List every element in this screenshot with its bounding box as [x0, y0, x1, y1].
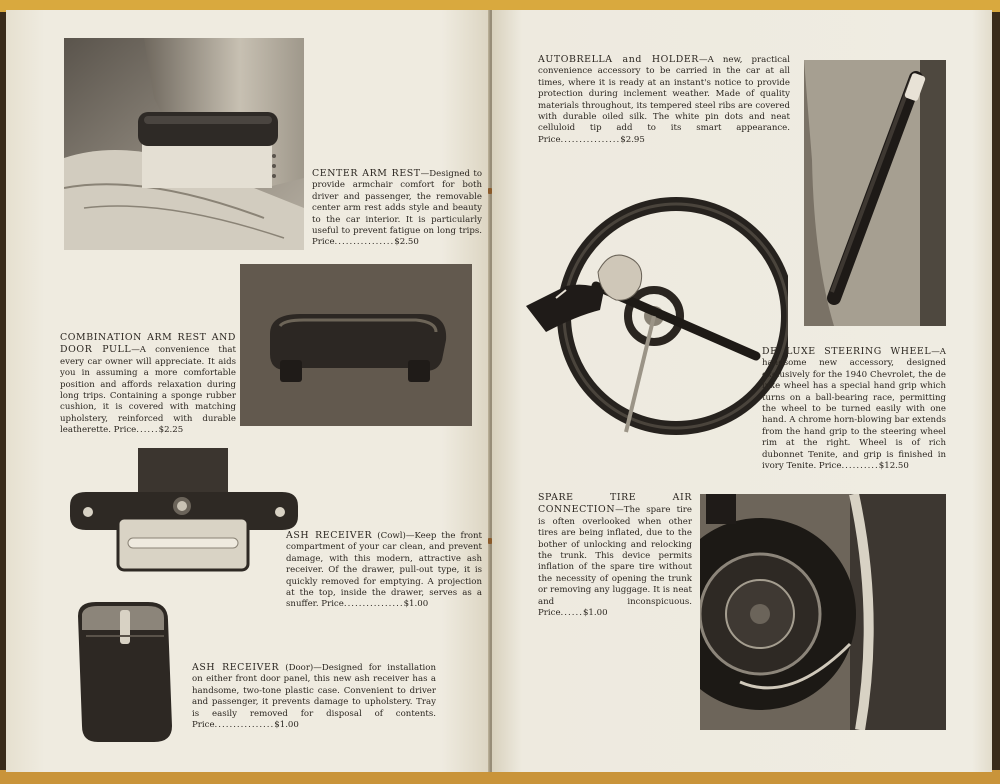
spare-tire-photo — [700, 494, 946, 730]
bottom-edge — [0, 770, 1000, 784]
autobrella-title: AUTOBRELLA and HOLDER — [538, 54, 699, 65]
steering-wheel-desc: —A handsome new accessory, designed exclusively for the 1940 Chevrolet, the de luxe wheel has a special hand grip which turns on a ball-bearing race, permitting the wheel to be turned easily with one hand. A chrome horn-blowing bar extends from the hand grip to the steering wheel rim at the right. Wheel is of rich dubonnet Tenite, and grip is finished in ivory Tenite. Price — [762, 347, 946, 472]
ash-receiver-cowl-desc: —Keep the front compartment of your car clean, and prevent damage, with this modern, attractive ash receiver. Of the drawer, pull-out type, it is quickly removed for emptying. A projection at the top, inside the drawer, serves as a snuffer. Price — [286, 531, 483, 610]
spare-tire-text: SPARE TIRE AIR CONNECTION—The spare tire is often overlooked when other tires are being inflated, due to the bother of unlocking and relocking the trunk. This device permits inflation of the spare tire without the necessity of opening the trunk or removing any luggage. It is neat and inconspicuous. Price......$1.00 — [538, 492, 692, 619]
spare-tire-price: $1.00 — [582, 608, 608, 619]
combination-arm-rest-desc: —A convenience that every car owner will appreciate. It aids you in assuming a more comfortable position and affords relaxation during long trips. Containing a sponge rubber cushion, it is covered with matching upholstery, reinforced with durable leatherette. Price — [60, 345, 236, 436]
center-arm-rest-price: $2.50 — [394, 237, 419, 248]
combination-arm-rest-title: COMBINATION ARM REST AND DOOR PULL — [60, 332, 236, 356]
center-arm-rest-text: CENTER ARM REST—Designed to provide armchair comfort for both driver and passenger, the removable center arm rest adds style and beauty to the car interior. It is particularly useful to prevent fatigue on long trips. Price................$2.50 — [312, 168, 482, 248]
autobrella-text: AUTOBRELLA and HOLDER—A new, practical convenience accessory to be carried in the car at all times, where it is ready at an instant's notice to provide protection during inclement weather. Made of quality materials throughout, its tempered steel ribs are covered with durable oiled silk. The white pin dots and neat celluloid tip add to its smart appearance. Price................$2.95 — [538, 54, 790, 145]
combination-arm-rest-photo — [240, 264, 472, 426]
ash-receiver-door-qualifier: (Door) — [285, 663, 314, 673]
center-arm-rest-desc: —Designed to provide armchair comfort for both driver and passenger, the removable center arm rest adds style and beauty to the car interior. It is particularly useful to prevent fatigue on long trips. Price — [312, 169, 482, 248]
autobrella-desc: —A new, practical convenience accessory to be carried in the car at all times, where it is ready at an instant's notice to provide protection during inclement weather. Made of quality materials throughout, its tempered steel ribs are covered with durable oiled silk. The white pin dots and neat celluloid tip add to its smart appearance. Price — [538, 55, 790, 145]
ash-receiver-door-title: ASH RECEIVER — [192, 662, 280, 673]
autobrella-price: $2.95 — [620, 134, 645, 145]
combination-arm-rest-price: $2.25 — [158, 425, 184, 436]
ash-receiver-cowl-text: ASH RECEIVER (Cowl)—Keep the front compartment of your car clean, and prevent damage, with this modern, attractive ash receiver. Of the drawer, pull-out type, it is quickly removed for emptying. A projection at the top, inside the drawer, serves as a snuffer. Price................$1.00 — [286, 530, 483, 610]
ash-receiver-door-text: ASH RECEIVER (Door)—Designed for installation on either front door panel, this new ash receiver has a handsome, two-tone plastic case. Convenient to driver and passenger, it prevents damage to upholstery. Tray is easily removed for disposal of contents. Price................$1.00 — [192, 662, 437, 731]
ash-receiver-cowl-title: ASH RECEIVER — [286, 530, 373, 541]
right-page — [492, 10, 992, 772]
steering-wheel-photo — [526, 186, 788, 458]
steering-wheel-title: DE LUXE STEERING WHEEL — [762, 346, 932, 357]
ash-receiver-door-desc: —Designed for installation on either front door panel, this new ash receiver has a handsome, two-tone plastic case. Convenient to driver and passenger, it prevents damage to upholstery. Tray is easily removed for disposal of contents. Price — [192, 663, 437, 731]
center-arm-rest-photo — [64, 38, 304, 250]
autobrella-photo — [804, 60, 946, 326]
ash-receiver-cowl-qualifier: (Cowl) — [377, 531, 406, 541]
ash-receiver-door-price: $1.00 — [274, 720, 299, 731]
spare-tire-desc: —The spare tire is often overlooked when other tires are being inflated, due to the bother of unlocking and relocking the trunk. This device permits inflation of the spare tire without the necessity of opening the trunk or removing any luggage. It is neat and inconspicuous. Price — [538, 505, 692, 619]
steering-wheel-price: $12.50 — [878, 461, 909, 472]
ash-receiver-cowl-photo — [66, 446, 302, 582]
ash-receiver-cowl-price: $1.00 — [403, 599, 429, 610]
center-arm-rest-title: CENTER ARM REST — [312, 168, 421, 179]
steering-wheel-text: DE LUXE STEERING WHEEL—A handsome new accessory, designed exclusively for the 1940 Chevrolet, the de luxe wheel has a special hand grip which turns on a ball-bearing race, permitting the wheel to be turned easily with one hand. A chrome horn-blowing bar extends from the hand grip to the steering wheel rim at the right. Wheel is of rich dubonnet Tenite, and grip is finished in ivory Tenite. Price..........$12.50 — [762, 346, 946, 472]
spare-tire-title: SPARE TIRE AIR CONNECTION — [538, 492, 692, 516]
combination-arm-rest-text: COMBINATION ARM REST AND DOOR PULL—A convenience that every car owner will appreciate. It aids you in assuming a more comfortable position and affords relaxation during long trips. Containing a sponge rubber cushion, it is covered with matching upholstery, reinforced with durable leatherette. Price......$2.25 — [60, 332, 236, 436]
left-page — [6, 10, 490, 772]
ash-receiver-door-photo — [68, 596, 188, 748]
